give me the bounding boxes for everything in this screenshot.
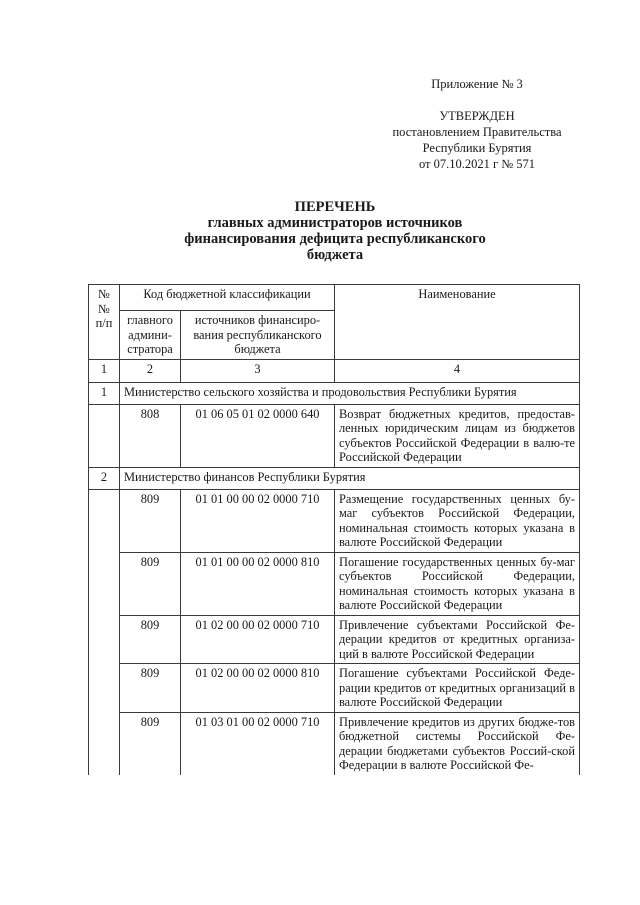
approval-line-1: постановлением Правительства — [392, 125, 562, 139]
table-row — [89, 712, 580, 775]
source-name: Погашение государственных ценных бу-маг субъектов Российской Федерации, номинальная стоимость которых указана в валюте Российской Федерации — [335, 552, 580, 615]
table-row — [89, 404, 580, 467]
administrator-code: 809 — [120, 489, 181, 552]
column-index-cell: 4 — [335, 359, 580, 382]
empty-number-cell — [89, 489, 120, 775]
ministry-row — [89, 382, 580, 404]
header-budget-code: Код бюджетной классификации — [120, 285, 335, 311]
table-header-row — [89, 285, 580, 311]
column-index-cell: 3 — [181, 359, 335, 382]
ministry-name: Министерство финансов Республики Бурятия — [120, 467, 580, 489]
source-code: 01 01 00 00 02 0000 810 — [181, 552, 335, 615]
header-chief-administrator: главного админи-стратора — [120, 311, 181, 360]
title-line-4: бюджета — [306, 247, 364, 263]
source-code: 01 03 01 00 02 0000 710 — [181, 712, 335, 775]
source-code: 01 06 05 01 02 0000 640 — [181, 404, 335, 467]
administrator-code: 809 — [120, 712, 181, 775]
source-name: Привлечение субъектами Российской Фе-дерации кредитов от кредитных организа-ций в валюте Российской Федерации — [335, 615, 580, 664]
source-name: Размещение государственных ценных бу-маг субъектов Российской Федерации, номинальная стоимость которых указана в валюте Российской Федерации — [335, 489, 580, 552]
column-index-cell: 1 — [89, 359, 120, 382]
administrator-code: 808 — [120, 404, 181, 467]
administrators-table — [88, 284, 580, 775]
source-name: Погашение субъектами Российской Феде-рации кредитов от кредитных организаций в валюте Российской Федерации — [335, 664, 580, 713]
document-title — [90, 199, 580, 263]
title-line-1: ПЕРЕЧЕНЬ — [294, 199, 376, 215]
ministry-number: 2 — [89, 467, 120, 489]
approval-line-2: Республики Бурятия — [422, 141, 532, 155]
source-name: Привлечение кредитов из других бюдже-тов бюджетной системы Российской Фе-дерации бюджетами субъектов Россий-ской Федерации в валюте Российской Фе- — [335, 712, 580, 775]
column-index-row — [89, 359, 580, 382]
appendix-approval-block — [382, 76, 572, 172]
table-row — [89, 552, 580, 615]
approval-date-number: от 07.10.2021 г № 571 — [418, 157, 536, 171]
source-code: 01 02 00 00 02 0000 710 — [181, 615, 335, 664]
source-code: 01 01 00 00 02 0000 710 — [181, 489, 335, 552]
title-line-3: финансирования дефицита республиканского — [184, 231, 486, 247]
administrator-code: 809 — [120, 552, 181, 615]
table-row — [89, 615, 580, 664]
administrator-code: 809 — [120, 664, 181, 713]
ministry-number: 1 — [89, 382, 120, 404]
table-row — [89, 664, 580, 713]
column-index-cell: 2 — [120, 359, 181, 382]
source-code: 01 02 00 00 02 0000 810 — [181, 664, 335, 713]
administrator-code: 809 — [120, 615, 181, 664]
header-number: № № п/п — [89, 285, 120, 360]
source-name: Возврат бюджетных кредитов, предостав-ленных юридическим лицам из бюджетов субъектов Российской Федерации в валю-те Российской Федерации — [335, 404, 580, 467]
approved-label: УТВЕРЖДЕН — [439, 109, 515, 123]
table-row — [89, 489, 580, 552]
empty-number-cell — [89, 404, 120, 467]
header-name: Наименование — [335, 285, 580, 360]
header-financing-sources: источников финансиро-вания республиканского бюджета — [181, 311, 335, 360]
appendix-number: Приложение № 3 — [431, 77, 523, 91]
ministry-row — [89, 467, 580, 489]
ministry-name: Министерство сельского хозяйства и продовольствия Республики Бурятия — [120, 382, 580, 404]
title-line-2: главных администраторов источников — [207, 215, 463, 231]
